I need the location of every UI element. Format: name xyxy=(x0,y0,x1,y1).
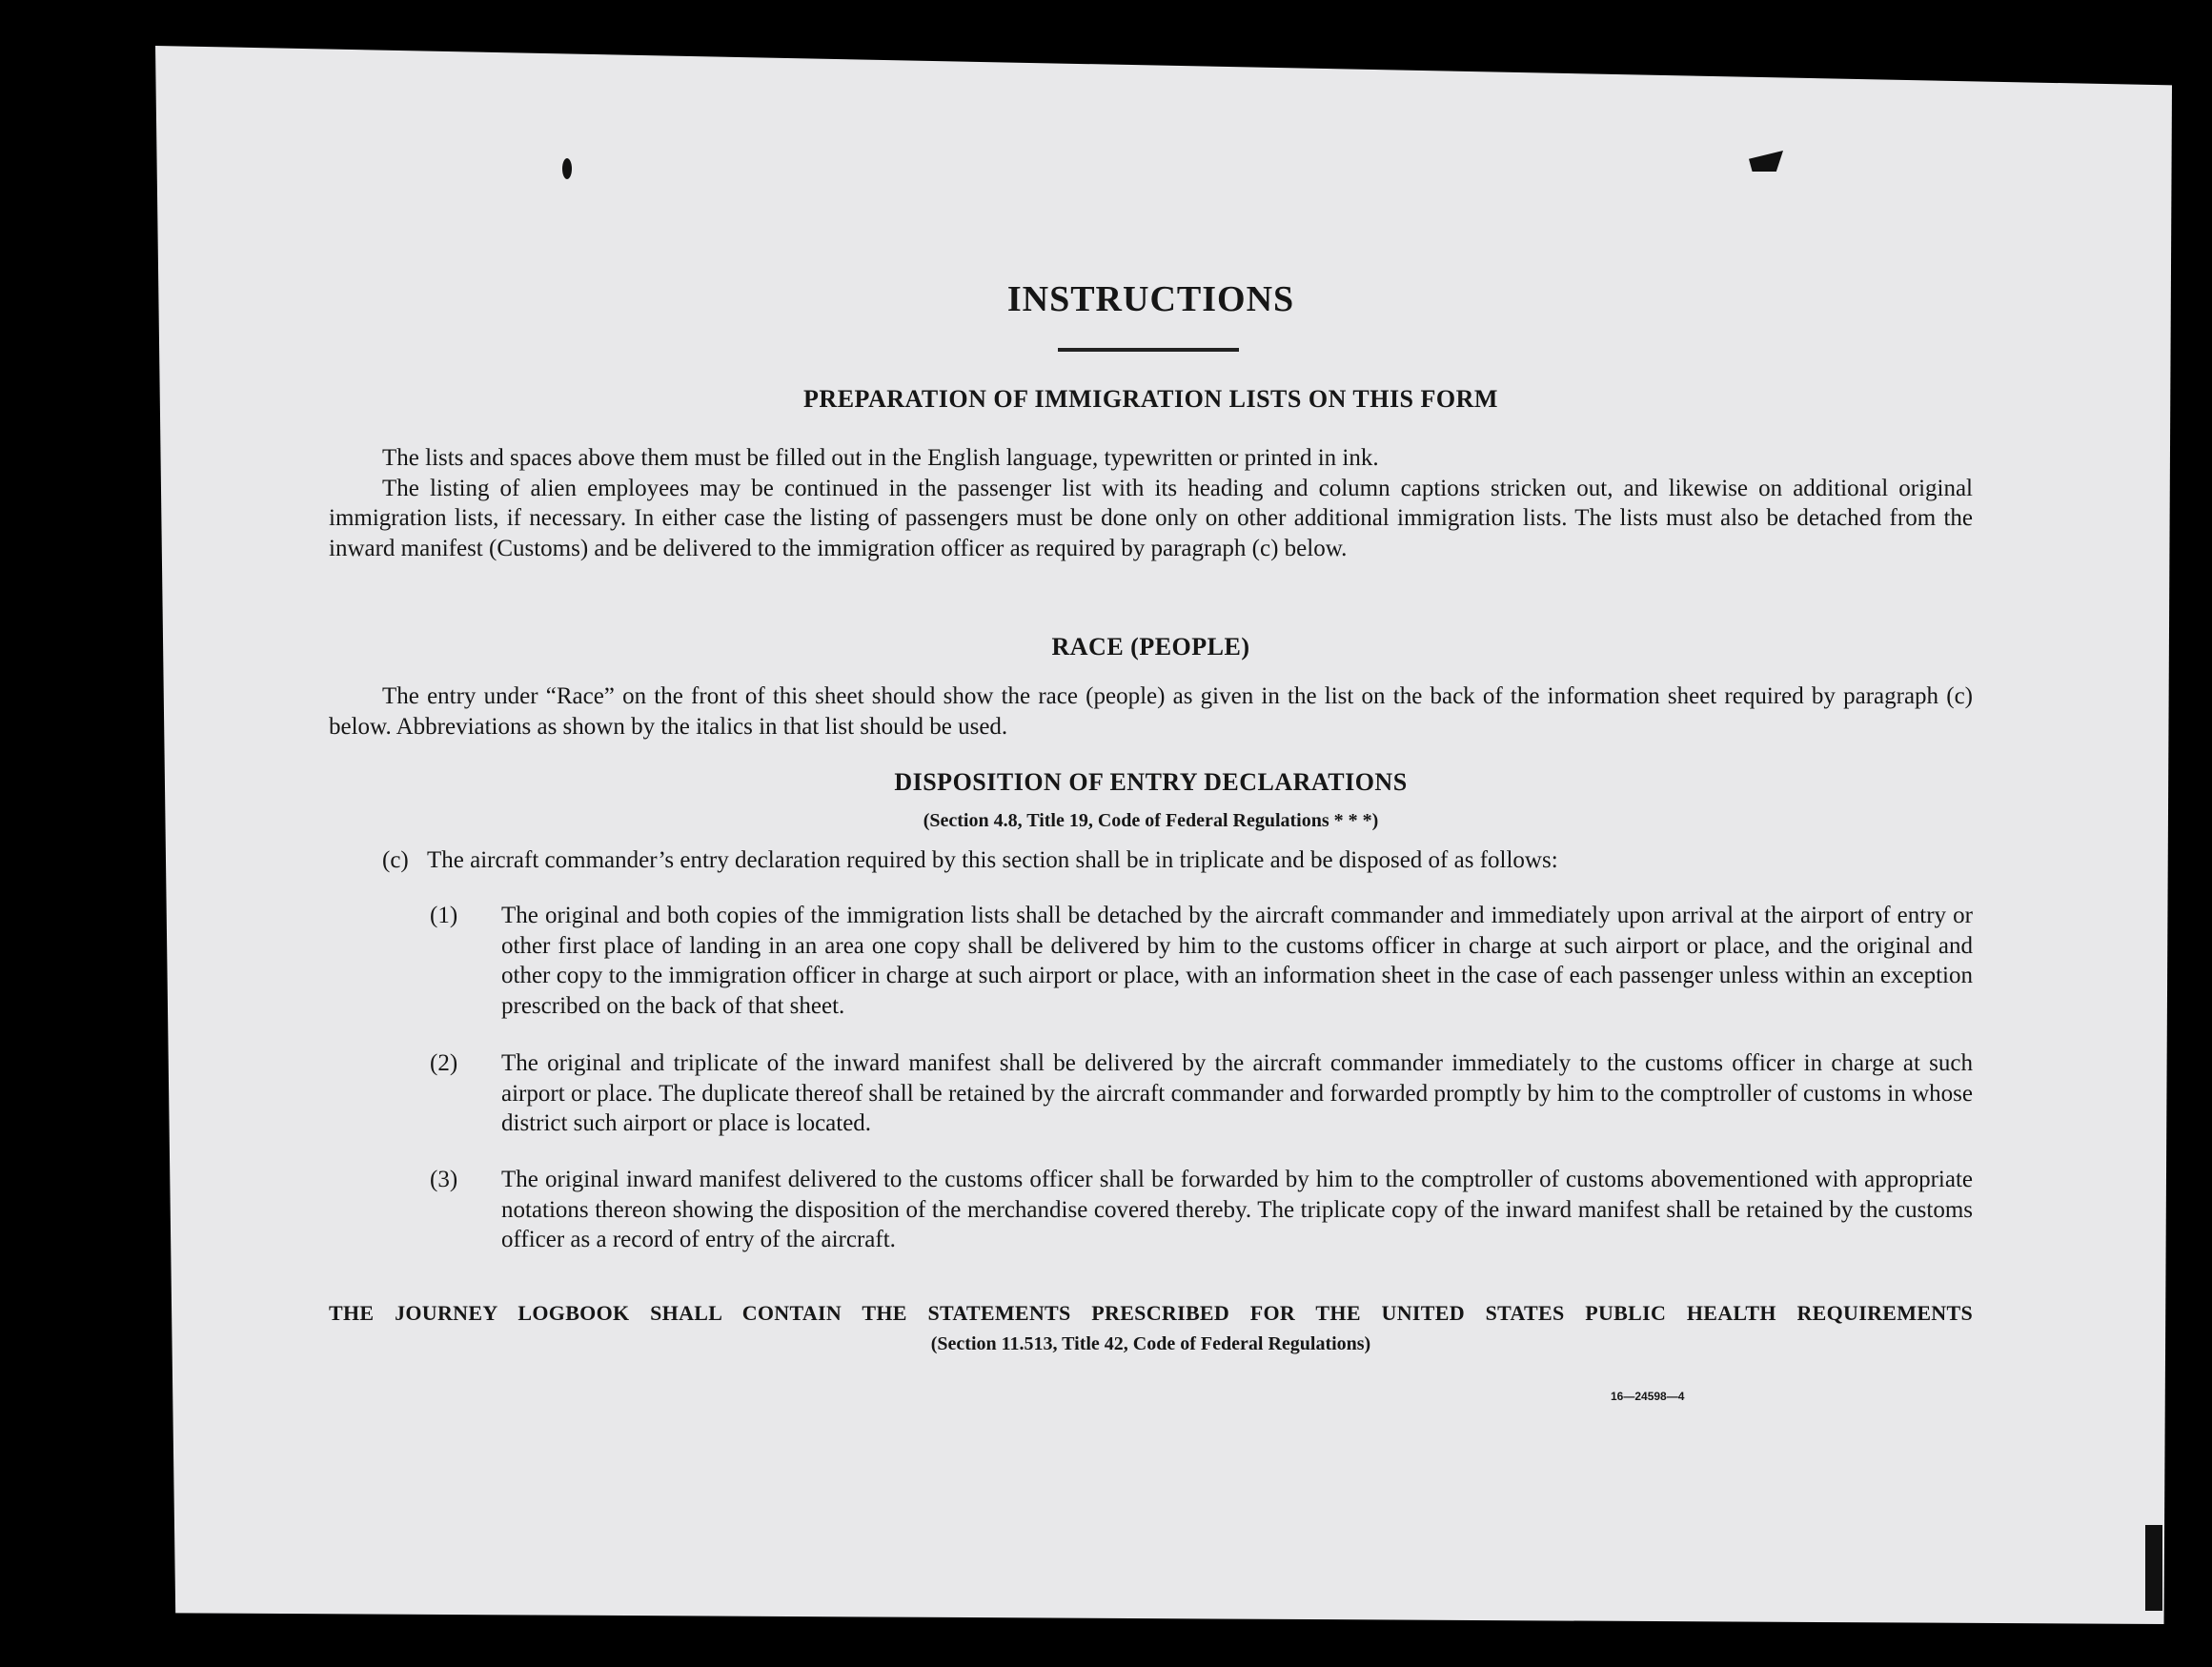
disposition-heading: DISPOSITION OF ENTRY DECLARATIONS xyxy=(894,768,1408,796)
preparation-heading: PREPARATION OF IMMIGRATION LISTS ON THIS FORM xyxy=(803,385,1498,413)
form-code: 16—24598—4 xyxy=(1611,1390,1685,1403)
disposition-item-1 xyxy=(430,901,1973,1021)
item-number: (2) xyxy=(430,1050,458,1076)
health-statement: THE JOURNEY LOGBOOK SHALL CONTAIN THE STATEMENTS PRESCRIBED FOR THE UNITED STATES PUBLIC HEALTH REQUIREMENTS xyxy=(329,1301,1973,1325)
item-number: (3) xyxy=(430,1167,458,1192)
edge-mark xyxy=(2145,1525,2162,1611)
disposition-citation: (Section 4.8, Title 19, Code of Federal Regulations * * *) xyxy=(923,810,1379,831)
item-text: The original and both copies of the immigration lists shall be detached by the aircraft commander and immediately upon arrival at the airport of entry or other first place of landing in an area one copy shall be delivered by him to the customs officer in charge at such airport or place, and the original and other copy to the immigration officer in charge at such airport or place, with an information sheet in the case of each passenger unless within an exception prescribed on the back of that sheet. xyxy=(501,903,1973,1019)
preparation-paragraph-2: The listing of alien employees may be continued in the passenger list with its heading and column captions stricken out, and likewise on additional original immigration lists, if necessary. In either case the listing of passengers must be done only on other additional immigration lists. The lists must also be detached from the inward manifest (Customs) and be delivered to the immigration officer as required by paragraph (c) below. xyxy=(329,475,1973,561)
page-title: INSTRUCTIONS xyxy=(1006,279,1295,319)
torn-corner-mark xyxy=(1749,151,1783,172)
preparation-paragraph-1: The lists and spaces above them must be filled out in the English language, typewritten or printed in ink. xyxy=(382,445,1379,471)
item-text: The original inward manifest delivered to the customs officer shall be forwarded by him to the comptroller of customs abovementioned with appropriate notations thereon showing the disposition of the merchandise covered thereby. The triplicate copy of the inward manifest shall be retained by the customs officer as a record of entry of the aircraft. xyxy=(501,1167,1973,1252)
disposition-item-2 xyxy=(430,1048,1973,1139)
title-underline xyxy=(1058,348,1239,352)
item-number: (1) xyxy=(430,903,458,928)
race-paragraph: The entry under “Race” on the front of this sheet should show the race (people) as given in the list on the back of the information sheet required by paragraph (c) below. Abbreviations as shown by the italics in that list should be used. xyxy=(329,683,1973,740)
preparation-section xyxy=(329,443,1973,563)
race-section xyxy=(329,681,1973,742)
intro-label: (c) xyxy=(382,847,409,873)
disposition-item-3 xyxy=(430,1165,1973,1255)
health-citation: (Section 11.513, Title 42, Code of Federal Regulations) xyxy=(930,1333,1371,1354)
item-text: The original and triplicate of the inward manifest shall be delivered by the aircraft commander immediately to the customs officer in charge at such airport or place. The duplicate thereof shall be retained by the aircraft commander and forwarded promptly by him to the comptroller of customs in whose district such airport or place is located. xyxy=(501,1050,1973,1136)
ink-blot xyxy=(562,158,572,179)
intro-text: The aircraft commander’s entry declaration required by this section shall be in triplicate and be disposed of as follows: xyxy=(427,847,1558,873)
race-heading: RACE (PEOPLE) xyxy=(1051,633,1250,661)
